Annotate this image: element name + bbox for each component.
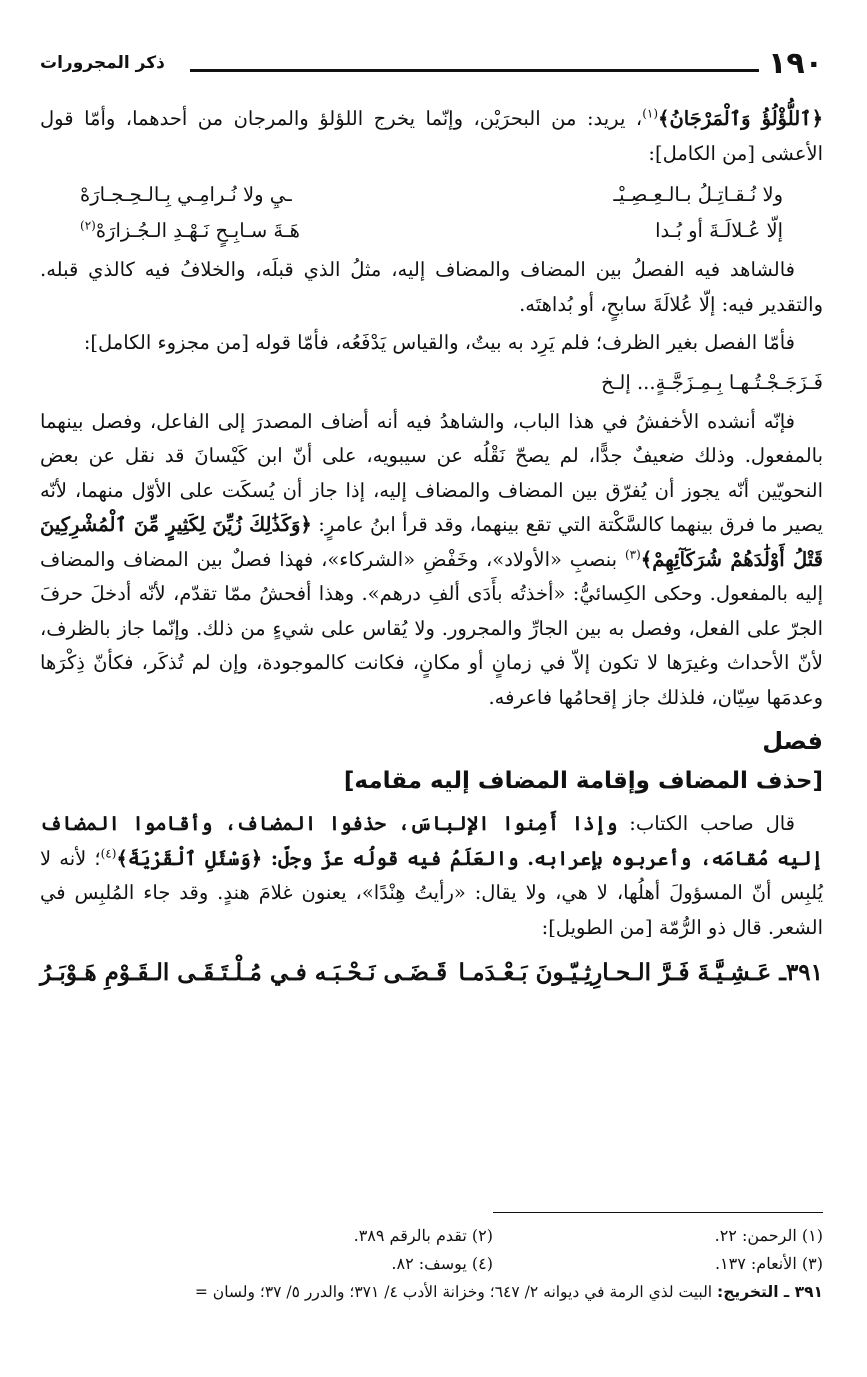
second-hemistich: قَـضَـى نَـحْـبَـه فـي مُـلْـتَـقَـى الـقَـوْمِ هَـوْبَـرُ: [40, 959, 448, 986]
first-hemistich: ولا نُـقـاتِـلُ بـالـعِـصِـيْـ: [613, 183, 783, 206]
first-hemistich: إلّا عُـلالَـةَ أو بُـدا: [655, 219, 783, 242]
source-text: البيت لذي الرمة في ديوانه ٢/ ٦٤٧؛ وخزانة الأدب ٤/ ٣٧١؛ والدرر ٥/ ٣٧؛ ولسان =: [194, 1283, 718, 1301]
page-header: [40, 44, 823, 84]
paragraph: فالشاهد فيه الفصلُ بين المضاف والمضاف إليه، مثلُ الذي قبلَه، والخلافُ فيه كالذي قبله. والتقدير فيه: إلّا عُلالَةَ سابحٍ، أو بُداهتَه.: [40, 258, 823, 316]
paragraph-lead: قال صاحب الكتاب:: [617, 812, 796, 835]
paragraph: فأمّا الفصل بغير الظرف؛ فلم يَرِد به بيتٌ، والقياس يَدْفَعُه، فأمّا قوله [من مجزوء الكامل]:: [83, 331, 795, 354]
verse-line: [40, 177, 823, 213]
paragraph-text: فإنّه أنشده الأخفشُ في هذا الباب، والشاهدُ فيه أنه أضاف المصدرَ إلى الفاعل، وفصل بينهما بالمفعول. وذلك ضعيفٌ جدًّا، لم يصحّ نَقْلُه عن سيبويه، على أنّ ابن كَيْسانَ قد نقل عن بعض النحويّين أنّه يجوز أن يُفرّق بين المضاف والمضاف إليه، إذا جاز أن يُسكَت على الأوّل منهما، لأنّه يصير ما فرق بينهما كالسَّكْتة التي تقع بينهما، وقد قرأ ابنُ عامرٍ:: [40, 409, 824, 536]
footnote-marker: (٣): [624, 547, 641, 561]
paragraph: [40, 807, 823, 945]
quran-quote: ﴿ٱللُّؤْلُؤُ وَٱلْمَرْجَانُ﴾: [658, 107, 824, 130]
footnote-row: [40, 1250, 823, 1278]
hemistich-text: هَـةَ سـابِـحٍ نَـهْـدِ الـجُـزارَهْ: [95, 219, 300, 242]
paragraph-text: بنصبِ «الأولاد»، وخَفْضِ «الشركاء»، فهذا فصلٌ بين المضاف والمضاف إليه بالمفعول. وحكى الكِسائيُّ: «أخذتُه بأَدَى ألفِ درهم». وهذا أفحشُ ممّا تقدّم، لأنّه أدخلَ حرفَ الجرّ على الفعل، وفصل به بين الجارِّ والمجرور. ولا يُقاس على شيءٍ من ذلك. وإنّما جاز بالظرف، لأنّ الأحداث وغيرَها لا تكون إلاّ في زمانٍ أو مكانٍ، فكانت كالموجودة، وإن لم تُذكَر، فكأنّ ذِكْرَها وعدمَها سِيّان، فلذلك جاز إقحامُها فاعرفه.: [40, 547, 823, 709]
paragraph-text: ، يريد: من البحرَيْن، وإنّما يخرج اللؤلؤ والمرجان من أحدهما، وأمّا قول الأعشى [من الكامل]:: [40, 107, 823, 165]
numbered-verse: [40, 949, 823, 997]
section-title: فصل: [762, 727, 823, 755]
quoted-rule: وإذا أَمِنوا الإلباسَ، حذفوا المضاف، وأقاموا المضاف إليه مُقامَه، وأعربوه بإعرابه. والعَلَمُ فيه قولُه عزّ وجلّ:: [40, 812, 823, 870]
quran-quote: ﴿وَسْئَلِ ٱلْقَرْيَةَ﴾: [116, 846, 271, 870]
footnote-rule: [493, 1212, 823, 1213]
footnote: (٣) الأنعام: ١٣٧.: [714, 1254, 823, 1273]
second-hemistich: [80, 213, 300, 249]
first-hemistich: ٣٩١ـ عَـشِـيَّـةَ فَـرَّ الـحـارِثِـيّـونَ بَـعْـدَمـا: [458, 959, 823, 986]
footnote: (١) الرحمن: ٢٢.: [714, 1226, 823, 1245]
page-number: ١٩٠: [768, 46, 823, 81]
section-subtitle: [حذف المضاف وإقامة المضاف إليه مقامه]: [343, 768, 823, 794]
footnote-row: [40, 1222, 823, 1250]
paragraph: [40, 102, 823, 171]
quran-quote: ﴿وَكَذَٰلِكَ زُيِّنَ لِكَثِيرٍ مِّنَ ٱلْمُشْرِكِينَ قَتْلُ أَوْلَٰدَهُمْ شُرَكَآئِهِمْ﴾: [40, 513, 824, 571]
poem: [40, 177, 823, 249]
source-label: ٣٩١ ـ التخريج:: [717, 1283, 823, 1301]
verse-line: [40, 213, 823, 249]
footnotes: [40, 1222, 823, 1306]
book-page: [40, 44, 823, 1337]
source-note: [40, 1278, 823, 1306]
footnote: (٤) يوسف: ٨٢.: [391, 1254, 493, 1273]
verse-fragment: فَـزَجَـجْـتُـهـا بِـمِـزَجَّـةٍ... إلـخ: [601, 370, 823, 394]
paragraph-text: ؛ لأنه لا يُلبِس أنّ المسؤولَ أهلُها، لا هي، ولا يقال: «رأيتُ هِنْدًا»، يعنون غلامَ هندٍ. وقد جاء المُلبِس في الشعر. قال ذو الرُّمّة [من الطويل]:: [40, 846, 823, 939]
footnote-marker: (٢): [80, 218, 96, 233]
footnote-marker: (١): [642, 106, 659, 121]
second-hemistich: ـيِ ولا نُـرامِـي بِـالـحِـجـارَهْ: [80, 183, 292, 206]
header-rule: [190, 69, 759, 72]
running-title: ذكر المجرورات: [40, 53, 165, 73]
footnote: (٢) تقدم بالرقم ٣٨٩.: [353, 1226, 493, 1245]
paragraph: [40, 405, 823, 716]
main-text: [40, 102, 823, 997]
footnote-marker: (٤): [100, 846, 117, 860]
